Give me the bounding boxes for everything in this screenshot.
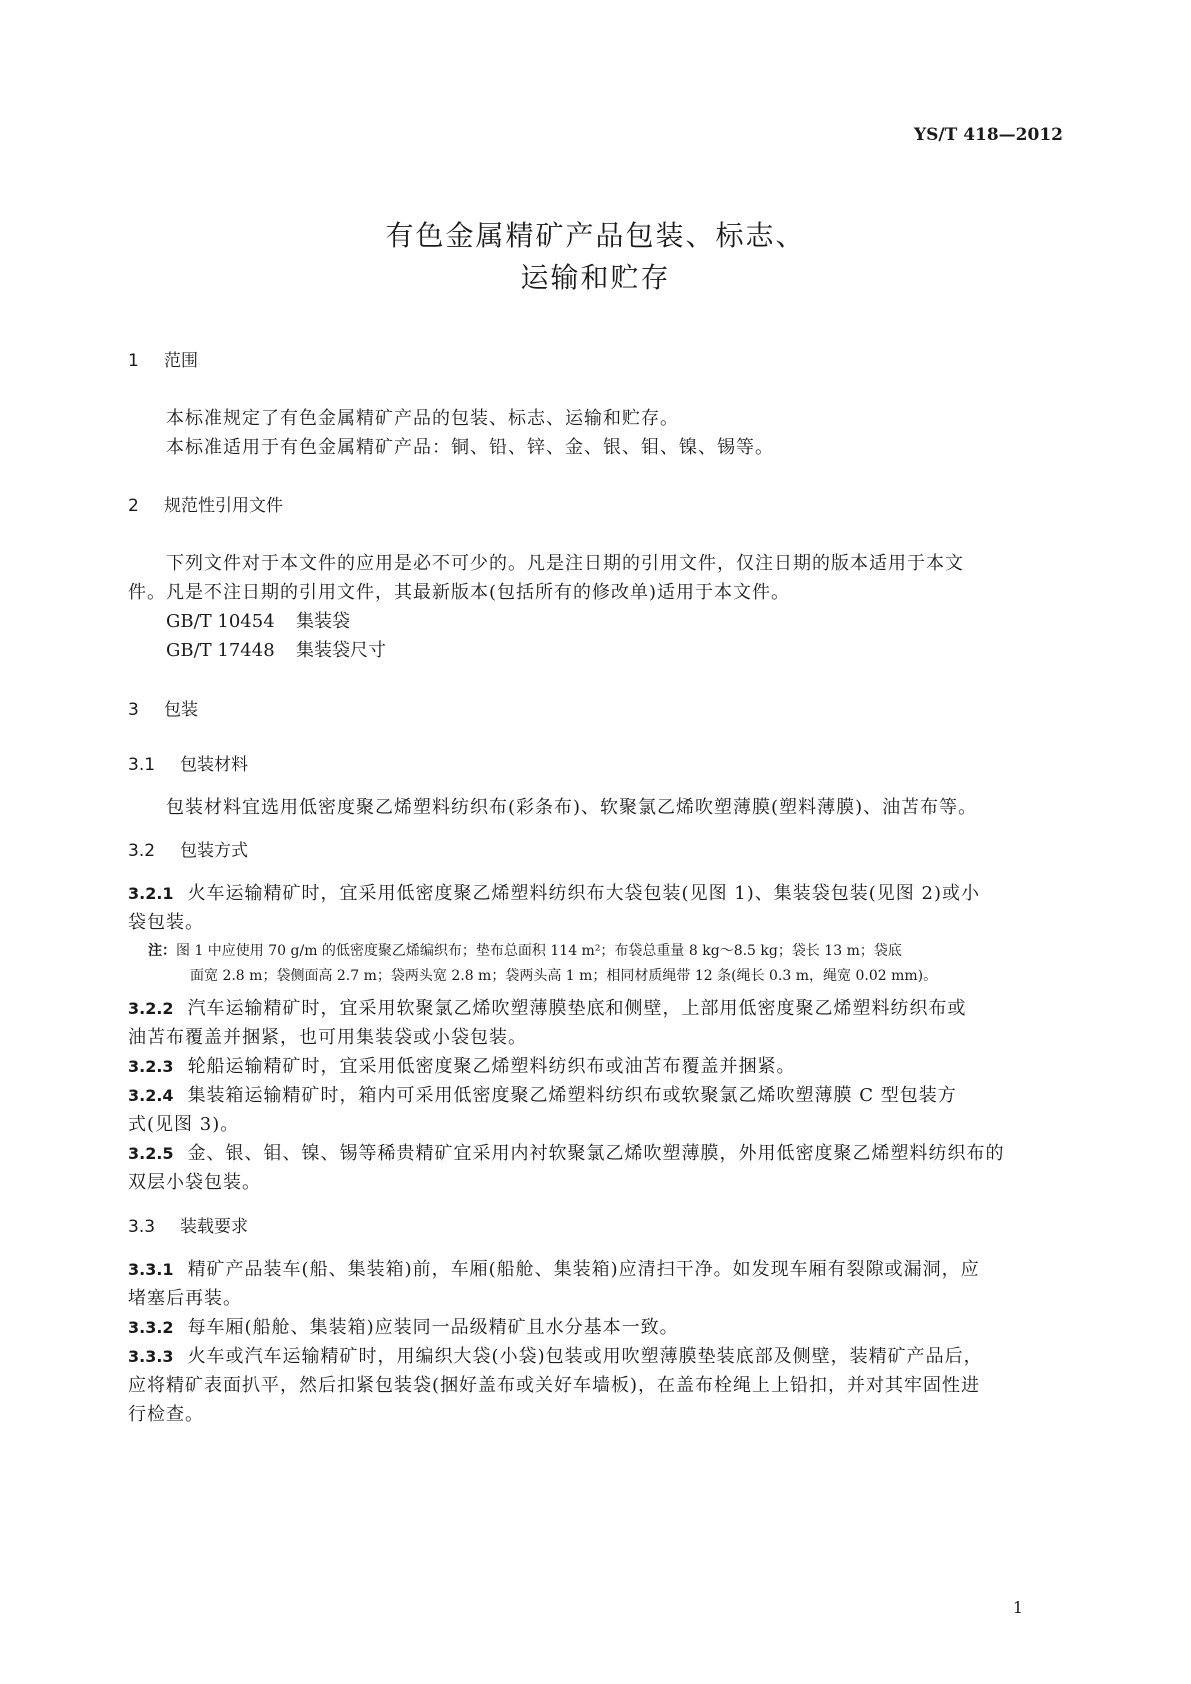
section-3-heading [128, 695, 198, 720]
clause-text-cont: 应将精矿表面扒平，然后扣紧包装袋(捆好盖布或关好车墙板)，在盖布栓绳上上铅扣，并对其牢固性进 [128, 1375, 981, 1396]
clause-text-cont: 油苫布覆盖并捆紧，也可用集装袋或小袋包装。 [128, 1027, 527, 1048]
subsection-3-1-heading [128, 750, 248, 775]
section-title: 范围 [164, 351, 198, 371]
subsection-title: 包装方式 [180, 841, 248, 861]
clause-text: 火车运输精矿时，宜采用低密度聚乙烯塑料纺织布大袋包装(见图 1)、集装袋包装(见图 2)或小 [187, 883, 980, 904]
clause-3-2-4 [128, 1081, 957, 1107]
reference-name: 集装袋尺寸 [296, 640, 386, 661]
clause-text-cont: 袋包装。 [128, 912, 204, 933]
subsection-number: 3.2 [128, 841, 156, 861]
paragraph: 包装材料宜选用低密度聚乙烯塑料纺织布(彩条布)、软聚氯乙烯吹塑薄膜(塑料薄膜)、油苫布等。 [166, 797, 978, 818]
clause-3-2-2 [128, 994, 967, 1020]
clause-text: 金、银、钼、镍、锡等稀贵精矿宜采用内衬软聚氯乙烯吹塑薄膜，外用低密度聚乙烯塑料纺织布的 [187, 1143, 1005, 1164]
clause-3-3-1 [128, 1255, 980, 1281]
clause-number: 3.2.2 [128, 999, 174, 1018]
clause-text: 汽车运输精矿时，宜采用软聚氯乙烯吹塑薄膜垫底和侧壁，上部用低密度聚乙烯塑料纺织布或 [187, 998, 967, 1019]
note [148, 940, 902, 960]
clause-3-2-3 [128, 1052, 796, 1078]
paragraph: 本标准规定了有色金属精矿产品的包装、标志、运输和贮存。 [166, 408, 679, 429]
section-number: 1 [128, 351, 139, 371]
clause-3-3-3 [128, 1342, 983, 1368]
clause-number: 3.2.3 [128, 1057, 174, 1076]
section-number: 3 [128, 700, 139, 720]
reference-item [166, 636, 386, 662]
subsection-3-2-heading [128, 836, 248, 861]
clause-number: 3.2.4 [128, 1086, 174, 1105]
subsection-title: 包装材料 [180, 755, 248, 775]
clause-text-cont: 堵塞后再装。 [128, 1288, 242, 1309]
paragraph: 本标准适用于有色金属精矿产品：铜、铅、锌、金、银、钼、镍、锡等。 [166, 437, 774, 458]
clause-number: 3.3.2 [128, 1318, 174, 1337]
subsection-title: 装载要求 [180, 1217, 248, 1237]
section-number: 2 [128, 496, 139, 516]
reference-item [166, 607, 350, 633]
section-1-heading [128, 346, 198, 371]
clause-number: 3.2.1 [128, 884, 174, 903]
clause-3-2-1 [128, 879, 980, 905]
section-2-heading [128, 491, 283, 516]
clause-number: 3.3.1 [128, 1260, 174, 1279]
clause-text: 集装箱运输精矿时，箱内可采用低密度聚乙烯塑料纺织布或软聚氯乙烯吹塑薄膜 C 型包装方 [187, 1085, 957, 1106]
clause-number: 3.2.5 [128, 1144, 174, 1163]
note-label: 注： [148, 943, 176, 959]
page-number: 1 [1012, 1598, 1023, 1617]
note-text: 图 1 中应使用 70 g/m 的低密度聚乙烯编织布；垫布总面积 114 m²；布袋总重量 8 kg～8.5 kg；袋长 13 m；袋底 [176, 943, 902, 959]
document-title-line1: 有色金属精矿产品包装、标志、 [385, 219, 806, 252]
clause-text: 每车厢(船舱、集装箱)应装同一品级精矿且水分基本一致。 [187, 1317, 679, 1338]
subsection-number: 3.3 [128, 1217, 156, 1237]
clause-3-3-2 [128, 1313, 679, 1339]
note-text-cont: 面宽 2.8 m；袋侧面高 2.7 m；袋两头宽 2.8 m；袋两头高 1 m；相同材质绳带 12 条(绳长 0.3 m，绳宽 0.02 mm)。 [190, 968, 938, 984]
subsection-number: 3.1 [128, 755, 156, 775]
clause-text-cont: 式(见图 3)。 [128, 1114, 240, 1135]
clause-text: 火车或汽车运输精矿时，用编织大袋(小袋)包装或用吹塑薄膜垫装底部及侧壁，装精矿产品后， [187, 1346, 983, 1367]
paragraph: 件。凡是不注日期的引用文件，其最新版本(包括所有的修改单)适用于本文件。 [128, 582, 791, 603]
section-title: 包装 [164, 700, 198, 720]
clause-text: 轮船运输精矿时，宜采用低密度聚乙烯塑料纺织布或油苫布覆盖并捆紧。 [187, 1056, 796, 1077]
paragraph: 下列文件对于本文件的应用是必不可少的。凡是注日期的引用文件，仅注日期的版本适用于本文 [166, 553, 964, 574]
reference-name: 集装袋 [296, 611, 350, 632]
document-title-line2: 运输和贮存 [520, 261, 671, 294]
clause-3-2-5 [128, 1139, 1005, 1165]
standard-code: YS/T 418—2012 [914, 125, 1063, 145]
clause-text: 精矿产品装车(船、集装箱)前，车厢(船舱、集装箱)应清扫干净。如发现车厢有裂隙或漏洞，应 [187, 1259, 980, 1280]
clause-text-cont: 双层小袋包装。 [128, 1172, 261, 1193]
subsection-3-3-heading [128, 1212, 248, 1237]
clause-text-cont: 行检查。 [128, 1404, 204, 1425]
section-title: 规范性引用文件 [164, 496, 283, 516]
reference-code: GB/T 10454 [166, 611, 275, 632]
reference-code: GB/T 17448 [166, 640, 275, 661]
clause-number: 3.3.3 [128, 1347, 174, 1366]
